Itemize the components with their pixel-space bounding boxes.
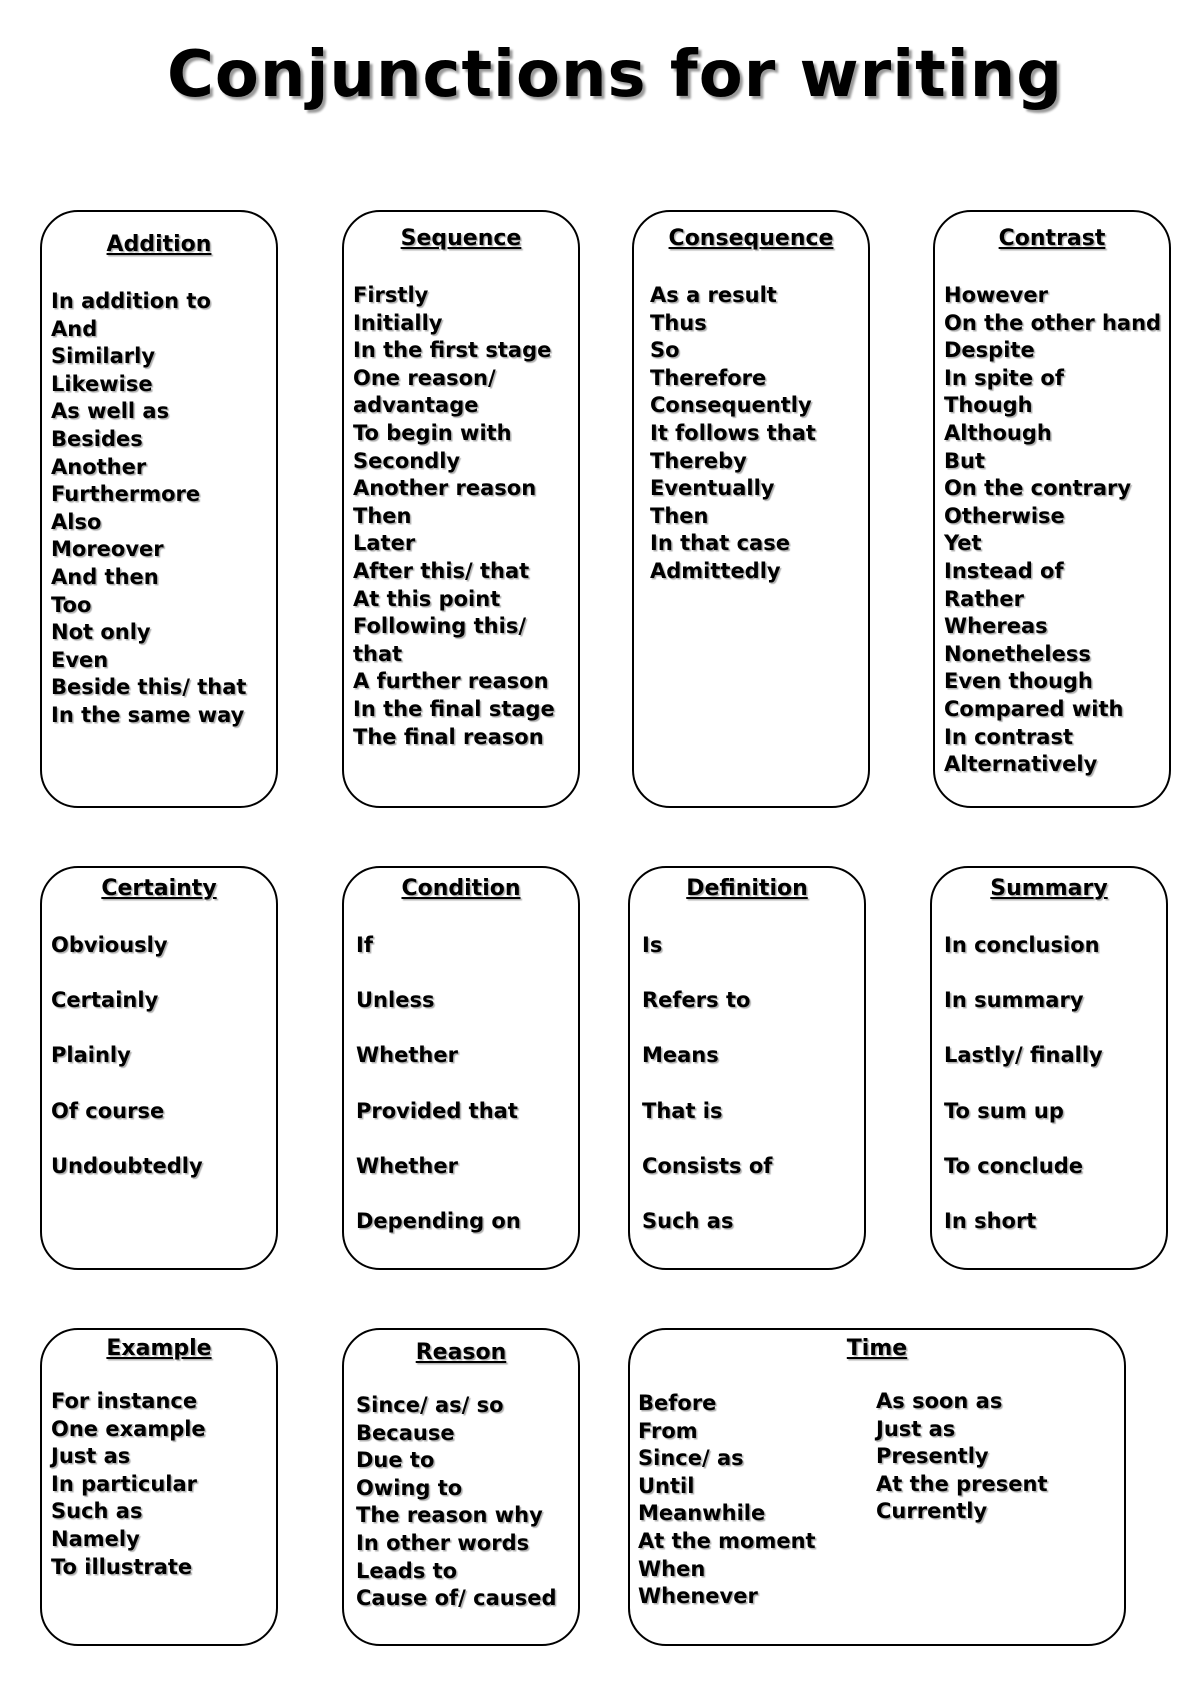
- list-item: Due to: [356, 1448, 435, 1473]
- list-item: In short: [944, 1209, 1037, 1234]
- list-item: In the final stage: [353, 696, 555, 721]
- conjunction-list: [51, 1388, 206, 1581]
- list-item: Of course: [51, 1098, 165, 1123]
- list-item: The reason why: [356, 1503, 543, 1528]
- conjunction-list: [51, 918, 203, 1194]
- list-item: Undoubtedly: [51, 1153, 203, 1178]
- list-item: The final reason: [353, 724, 544, 749]
- list-item: In particular: [51, 1471, 197, 1496]
- list-item: Whereas: [944, 614, 1048, 639]
- list-item: Obviously: [51, 933, 168, 957]
- time-card: [628, 1328, 1126, 1646]
- list-item: At this point: [353, 586, 501, 611]
- list-item: On the other hand: [944, 310, 1162, 335]
- card-heading: Reason: [415, 1340, 507, 1365]
- list-item: Moreover: [51, 537, 164, 562]
- list-item: Likewise: [51, 371, 153, 396]
- list-item: In summary: [944, 988, 1084, 1013]
- list-item: Even: [51, 647, 109, 672]
- list-item: In that case: [650, 531, 790, 556]
- list-item: But: [944, 448, 985, 473]
- list-item: Similarly: [51, 344, 156, 369]
- list-item: Thus: [650, 310, 707, 335]
- list-item: Currently: [876, 1499, 988, 1524]
- definition-card: [628, 866, 866, 1270]
- list-item: To sum up: [944, 1098, 1064, 1123]
- list-item: Beside this/ that: [51, 675, 247, 700]
- list-item: Although: [944, 420, 1052, 445]
- conjunction-list: [51, 288, 246, 730]
- list-item: Whether: [356, 1043, 458, 1068]
- conjunction-list: [353, 282, 555, 751]
- list-item: In the same way: [51, 702, 245, 727]
- list-item: Then: [650, 503, 709, 528]
- list-item: In other words: [356, 1530, 530, 1555]
- list-item: Then: [353, 503, 412, 528]
- list-item: On the contrary: [944, 476, 1132, 501]
- example-card: [40, 1328, 278, 1646]
- list-item: advantage: [353, 393, 479, 418]
- summary-card: [930, 866, 1168, 1270]
- contrast-card: [933, 210, 1171, 808]
- list-item: Initially: [353, 310, 443, 335]
- list-item: In the first stage: [353, 338, 552, 363]
- list-item: Just as: [876, 1416, 956, 1441]
- list-item: Following this/: [353, 614, 526, 639]
- conjunction-list: [944, 918, 1103, 1249]
- list-item: To conclude: [944, 1153, 1083, 1178]
- page-title: Conjunctions for writing: [166, 38, 1064, 112]
- list-item: Even though: [944, 669, 1093, 694]
- list-item: Certainly: [51, 988, 159, 1013]
- list-item: Furthermore: [51, 482, 201, 507]
- list-item: So: [650, 338, 680, 363]
- list-item: Whenever: [638, 1584, 758, 1609]
- conjunction-list: [944, 282, 1161, 779]
- list-item: Presently: [876, 1444, 989, 1469]
- list-item: That is: [642, 1098, 723, 1123]
- list-item: As well as: [51, 399, 170, 424]
- sequence-card: [342, 210, 580, 808]
- conjunction-list: [650, 282, 816, 586]
- list-item: It follows that: [650, 420, 816, 445]
- list-item: And then: [51, 564, 159, 589]
- list-item: Such as: [51, 1499, 143, 1524]
- list-item: Eventually: [650, 476, 775, 501]
- list-item: Because: [356, 1420, 455, 1445]
- list-item: Namely: [51, 1526, 140, 1551]
- list-item: Yet: [944, 531, 982, 556]
- card-heading: Condition: [401, 876, 521, 901]
- conjunction-list: [356, 1392, 556, 1613]
- list-item: Otherwise: [944, 503, 1065, 528]
- conjunction-list-left: [638, 1390, 816, 1611]
- list-item: However: [944, 283, 1048, 307]
- card-heading: Addition: [106, 232, 212, 257]
- list-item: Consists of: [642, 1153, 773, 1178]
- list-item: Alternatively: [944, 752, 1098, 777]
- list-item: Nonetheless: [944, 641, 1091, 666]
- list-item: Means: [642, 1043, 719, 1068]
- list-item: Therefore: [650, 365, 767, 390]
- list-item: To illustrate: [51, 1554, 193, 1579]
- list-item: In conclusion: [944, 933, 1100, 957]
- conjunction-list: [356, 918, 521, 1249]
- list-item: At the present: [876, 1471, 1048, 1496]
- condition-card: [342, 866, 580, 1270]
- list-item: In addition to: [51, 289, 211, 313]
- list-item: Whether: [356, 1153, 458, 1178]
- list-item: Before: [638, 1391, 717, 1415]
- list-item: Provided that: [356, 1098, 518, 1123]
- list-item: Since/ as/ so: [356, 1393, 504, 1417]
- list-item: Admittedly: [650, 558, 781, 583]
- list-item: Besides: [51, 426, 143, 451]
- conjunction-list: [642, 918, 772, 1249]
- list-item: If: [356, 933, 373, 957]
- list-item: Is: [642, 933, 663, 957]
- list-item: Unless: [356, 988, 435, 1013]
- list-item: At the moment: [638, 1528, 816, 1553]
- list-item: Despite: [944, 338, 1035, 363]
- list-item: Consequently: [650, 393, 812, 418]
- list-item: Firstly: [353, 283, 429, 307]
- list-item: Owing to: [356, 1475, 463, 1500]
- list-item: Since/ as: [638, 1446, 744, 1471]
- reason-card: [342, 1328, 580, 1646]
- list-item: Another: [51, 454, 147, 479]
- list-item: Cause of/ caused: [356, 1586, 557, 1611]
- list-item: In contrast: [944, 724, 1074, 749]
- list-item: One example: [51, 1416, 206, 1441]
- list-item: Instead of: [944, 558, 1064, 583]
- list-item: Also: [51, 509, 102, 534]
- list-item: One reason/: [353, 365, 496, 390]
- card-heading: Contrast: [998, 226, 1106, 251]
- list-item: Depending on: [356, 1209, 521, 1234]
- list-item: A further reason: [353, 669, 549, 694]
- list-item: When: [638, 1556, 706, 1581]
- card-heading: Example: [106, 1336, 212, 1361]
- list-item: Thereby: [650, 448, 747, 473]
- card-heading: Time: [846, 1336, 908, 1361]
- card-heading: Certainty: [101, 876, 217, 901]
- list-item: Refers to: [642, 988, 751, 1013]
- list-item: Lastly/ finally: [944, 1043, 1103, 1068]
- list-item: From: [638, 1418, 698, 1443]
- card-heading: Sequence: [400, 226, 522, 251]
- list-item: Not only: [51, 620, 151, 645]
- list-item: Rather: [944, 586, 1024, 611]
- card-heading: Consequence: [668, 226, 834, 251]
- list-item: Compared with: [944, 696, 1124, 721]
- list-item: that: [353, 641, 403, 666]
- list-item: In spite of: [944, 365, 1064, 390]
- consequence-card: [632, 210, 870, 808]
- list-item: Meanwhile: [638, 1501, 766, 1526]
- list-item: As soon as: [876, 1389, 1003, 1413]
- list-item: Until: [638, 1473, 695, 1498]
- list-item: As a result: [650, 283, 777, 307]
- list-item: Plainly: [51, 1043, 131, 1068]
- certainty-card: [40, 866, 278, 1270]
- list-item: Though: [944, 393, 1033, 418]
- list-item: Too: [51, 592, 92, 617]
- card-heading: Definition: [686, 876, 808, 901]
- list-item: To begin with: [353, 420, 512, 445]
- card-heading: Summary: [990, 876, 1108, 901]
- list-item: And: [51, 316, 98, 341]
- conjunction-list-right: [876, 1388, 1048, 1526]
- list-item: Such as: [642, 1209, 734, 1234]
- list-item: Another reason: [353, 476, 537, 501]
- addition-card: [40, 210, 278, 808]
- list-item: Leads to: [356, 1558, 458, 1583]
- list-item: Later: [353, 531, 416, 556]
- list-item: After this/ that: [353, 558, 530, 583]
- list-item: For instance: [51, 1389, 198, 1413]
- list-item: Secondly: [353, 448, 461, 473]
- list-item: Just as: [51, 1444, 131, 1469]
